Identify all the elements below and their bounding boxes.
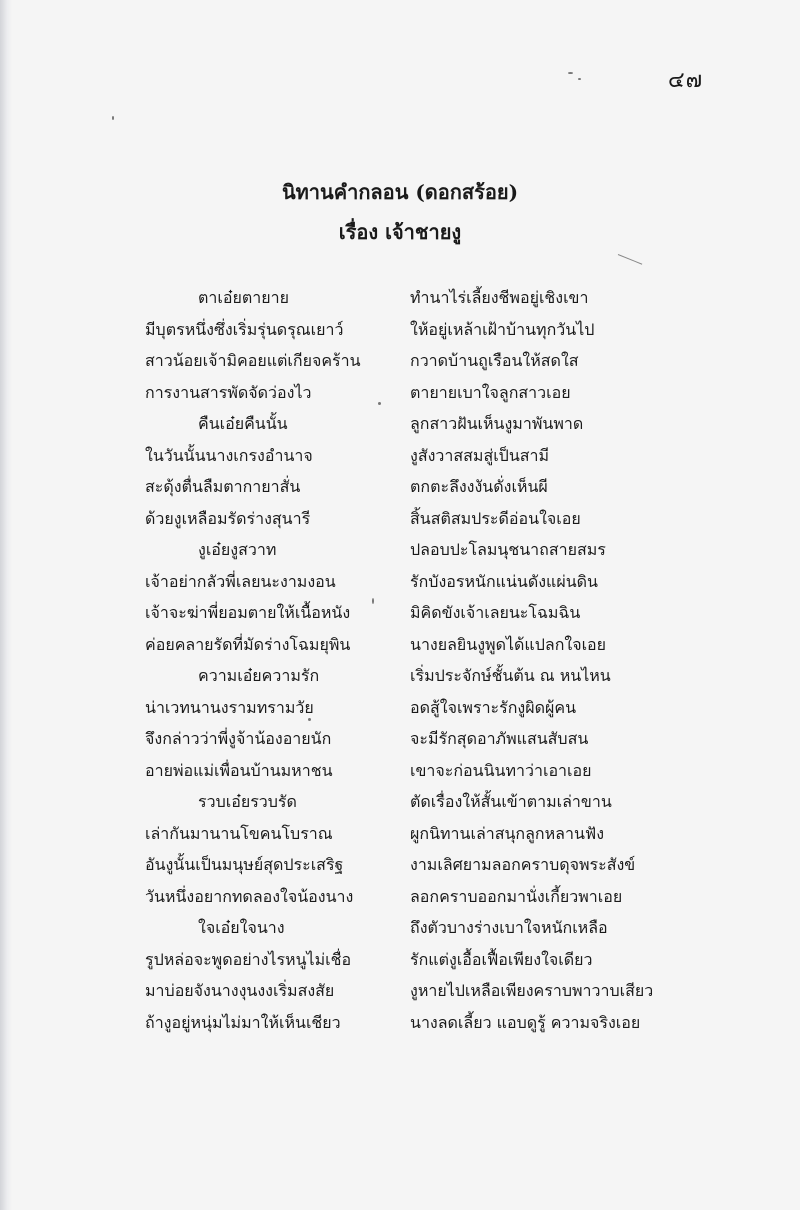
poem-line-left: ด้วยงูเหลือมรัดร่างสุนารี bbox=[145, 508, 311, 528]
poem-line bbox=[145, 786, 705, 818]
poem-line-left: เจ้าอย่ากลัวพี่เลยนะงามงอน bbox=[145, 571, 336, 591]
poem-body bbox=[145, 282, 705, 1038]
poem-line-right: รักบังอรหนักแน่นดังแผ่นดิน bbox=[410, 571, 598, 591]
poem-line-left: คืนเอ๋ยคืนนั้น bbox=[198, 414, 288, 433]
poem-line bbox=[145, 849, 705, 881]
scan-scratch bbox=[618, 254, 642, 265]
poem-line-left: สะดุ้งตื่นลืมตากายาสั่น bbox=[145, 477, 301, 496]
scan-speck bbox=[568, 72, 573, 74]
poem-line-left: สาวน้อยเจ้ามิคอยแต่เกียจคร้าน bbox=[145, 351, 361, 370]
poem-line-right: ตกตะลึงงงันดั่งเห็นผี bbox=[410, 477, 548, 496]
poem-line-right: เริ่มประจักษ์ชั้นต้น ณ หนไหน bbox=[410, 666, 611, 685]
poem-line-right: ตัดเรื่องให้สั้นเข้าตามเล่าขาน bbox=[410, 792, 612, 811]
poem-line bbox=[145, 566, 705, 598]
poem-line bbox=[145, 660, 705, 692]
poem-line-right: จะมีรักสุดอาภัพแสนสับสน bbox=[410, 729, 589, 748]
poem-line bbox=[145, 723, 705, 755]
poem-line-right: งามเลิศยามลอกคราบดุจพระสังข์ bbox=[410, 855, 636, 874]
poem-line-right: อดสู้ใจเพราะรักงูผิดผู้คน bbox=[410, 697, 577, 717]
page-number: ๔๗ bbox=[668, 68, 704, 93]
poem-line bbox=[145, 408, 705, 440]
poem-line-left: มาบ่อยจังนางงุนงงเริ่มสงสัย bbox=[145, 981, 335, 1000]
poem-line-right: กวาดบ้านถูเรือนให้สดใส bbox=[410, 351, 579, 370]
poem-line-right: ปลอบปะโลมนุชนาถสายสมร bbox=[410, 540, 606, 559]
page-title: นิทานคำกลอน (ดอกสร้อย) bbox=[281, 180, 519, 204]
scan-speck bbox=[578, 78, 581, 80]
poem-line-right: ให้อยู่เหล้าเฝ้าบ้านทุกวันไป bbox=[410, 319, 595, 339]
poem-line-right: งูหายไปเหลือเพียงคราบพาวาบเสียว bbox=[410, 981, 654, 1000]
poem-line bbox=[145, 692, 705, 724]
poem-line bbox=[145, 755, 705, 787]
poem-line bbox=[145, 282, 705, 314]
poem-line-left: การงานสารพัดจัดว่องไว bbox=[145, 382, 312, 402]
poem-line bbox=[145, 1007, 705, 1039]
poem-line-right: ตายายเบาใจลูกสาวเอย bbox=[410, 382, 571, 402]
poem-line-right: นางยลยินงูพูดได้แปลกใจเอย bbox=[410, 634, 607, 654]
poem-line bbox=[145, 314, 705, 346]
poem-line-right: นางลดเลี้ยว แอบดูรู้ ความจริงเอย bbox=[410, 1012, 641, 1032]
poem-line-right: ลูกสาวฝันเห็นงูมาพันพาด bbox=[410, 414, 584, 433]
poem-line-left: ถ้างูอยู่หนุ่มไม่มาให้เห็นเชียว bbox=[145, 1012, 341, 1032]
poem-line bbox=[145, 597, 705, 629]
poem-line-right: งูสังวาสสมสู่เป็นสามี bbox=[410, 445, 550, 465]
poem-line-right: ถึงตัวบางร่างเบาใจหนักเหลือ bbox=[410, 918, 608, 937]
poem-line bbox=[145, 503, 705, 535]
poem-line-right: รักแต่งูเอื้อเฟื้อเพียงใจเดียว bbox=[410, 949, 593, 969]
poem-line-left: รวบเอ๋ยรวบรัด bbox=[198, 792, 297, 811]
poem-line-left: มีบุตรหนึ่งซึ่งเริ่มรุ่นดรุณเยาว์ bbox=[145, 319, 344, 339]
page-subtitle: เรื่อง เจ้าชายงู bbox=[338, 220, 462, 244]
poem-line-left: ค่อยคลายรัดที่มัดร่างโฉมยุพิน bbox=[145, 634, 351, 654]
poem-line bbox=[145, 944, 705, 976]
poem-line bbox=[145, 629, 705, 661]
poem-line bbox=[145, 975, 705, 1007]
poem-line-left: อันงูนั้นเป็นมนุษย์สุดประเสริฐ bbox=[145, 855, 344, 874]
poem-line-right: เขาจะก่อนนินทาว่าเอาเอย bbox=[410, 760, 592, 780]
poem-line bbox=[145, 818, 705, 850]
poem-line-left: ตาเอ๋ยตายาย bbox=[198, 288, 289, 307]
poem-line-left: เล่ากันมานานโขคนโบราณ bbox=[145, 823, 333, 843]
poem-line-right: ผูกนิทานเล่าสนุกลูกหลานฟัง bbox=[410, 823, 605, 843]
poem-line-left: ในวันนั้นนางเกรงอำนาจ bbox=[145, 445, 313, 465]
poem-line-left: ใจเอ๋ยใจนาง bbox=[198, 918, 285, 937]
poem-line-left: ความเอ๋ยความรัก bbox=[198, 666, 320, 685]
poem-line-left: วันหนึ่งอยากทดลองใจน้องนาง bbox=[145, 886, 354, 906]
poem-line bbox=[145, 471, 705, 503]
poem-line bbox=[145, 440, 705, 472]
poem-line bbox=[145, 377, 705, 409]
poem-line-left: จึงกล่าวว่าพี่งูจ้าน้องอายนัก bbox=[145, 729, 332, 748]
poem-line-right: สิ้นสติสมประดีอ่อนใจเอย bbox=[410, 508, 581, 528]
poem-line-left: งูเอ๋ยงูสวาท bbox=[198, 540, 277, 559]
poem-line-left: รูปหล่อจะพูดอย่างไรหนูไม่เชื่อ bbox=[145, 949, 352, 969]
poem-line bbox=[145, 912, 705, 944]
poem-line-right: มิคิดขังเจ้าเลยนะโฉมฉิน bbox=[410, 603, 581, 622]
poem-line bbox=[145, 345, 705, 377]
scan-speck bbox=[112, 116, 114, 120]
poem-line-left: เจ้าจะฆ่าพี่ยอมตายให้เนื้อหนัง bbox=[145, 603, 351, 622]
poem-line bbox=[145, 881, 705, 913]
poem-line-right: ทำนาไร่เลี้ยงชีพอยู่เชิงเขา bbox=[410, 288, 589, 307]
poem-line-left: น่าเวทนานงรามทรามวัย bbox=[145, 697, 314, 717]
poem-line-left: อายพ่อแม่เพื่อนบ้านมหาชน bbox=[145, 760, 333, 780]
poem-line bbox=[145, 534, 705, 566]
poem-line-right: ลอกคราบออกมานั่งเกี้ยวพาเอย bbox=[410, 886, 623, 906]
